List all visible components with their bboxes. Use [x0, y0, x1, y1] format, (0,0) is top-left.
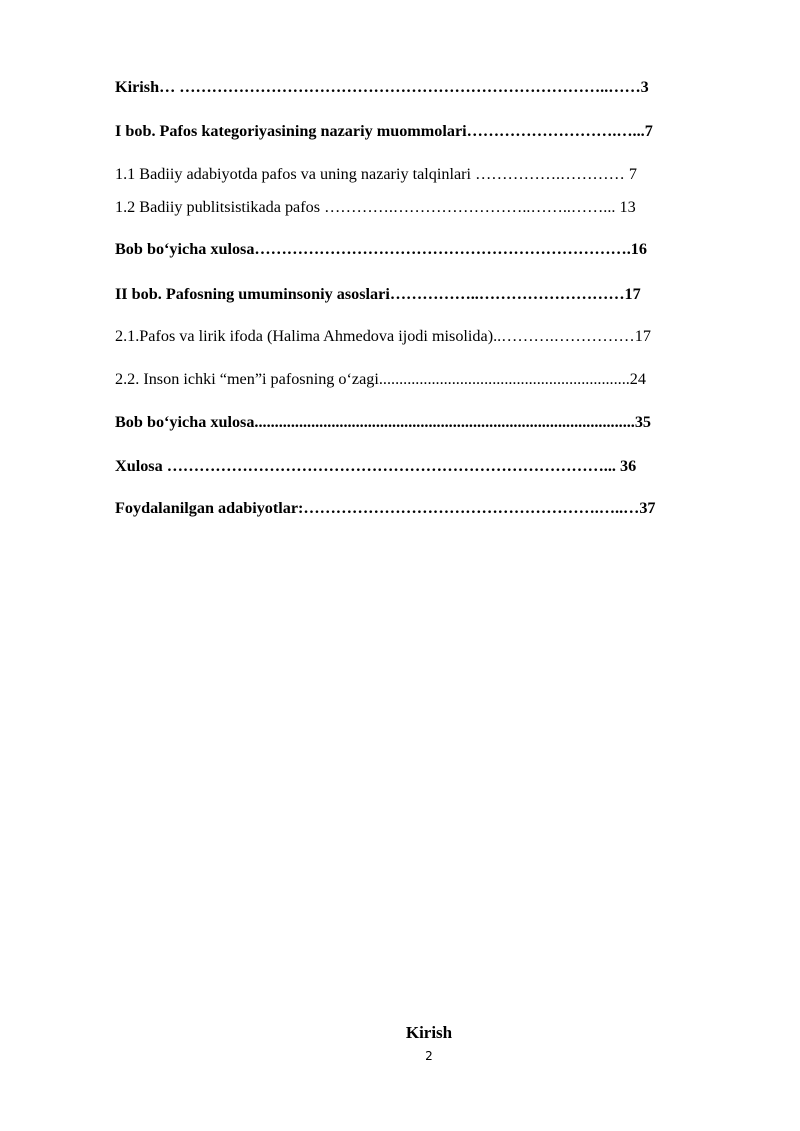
page-number: 2	[425, 1049, 433, 1063]
toc-entry-section-2-1: 2.1.Pafos va lirik ifoda (Halima Ahmedova ijodi misolida)..……….……………17	[115, 327, 651, 345]
next-section-heading: Kirish	[405, 1023, 453, 1042]
toc-entry-section-1-1: 1.1 Badiiy adabiyotda pafos va uning nazariy talqinlari …………….………… 7	[115, 165, 637, 183]
toc-entry-references: Foydalanilgan adabiyotlar:……………………………………………….…..…37	[115, 499, 656, 517]
toc-entry-chapter-2-conclusion: Bob bo‘yicha xulosa..............................................................................................35	[115, 413, 652, 431]
toc-entry-section-1-2: 1.2 Badiiy publitsistikada pafos ………….……………………..……..……... 13	[115, 198, 636, 216]
toc-entry-chapter-1: I bob. Pafos kategoriyasining nazariy muommolari……………………….…...7	[115, 122, 653, 140]
toc-entry-chapter-2: II bob. Pafosning umuminsoniy asoslari……………..………………………17	[115, 285, 641, 303]
toc-entry-kirish: Kirish… ……………………………………………………………………..……3	[115, 78, 649, 96]
toc-entry-chapter-1-conclusion: Bob bo‘yicha xulosa…………………………………………………………….16	[115, 240, 647, 258]
toc-entry-section-2-2: 2.2. Inson ichki “men”i pafosning o‘zagi..............................................................24	[115, 370, 646, 388]
toc-entry-xulosa: Xulosa ………………………………………………………………………... 36	[115, 457, 637, 475]
